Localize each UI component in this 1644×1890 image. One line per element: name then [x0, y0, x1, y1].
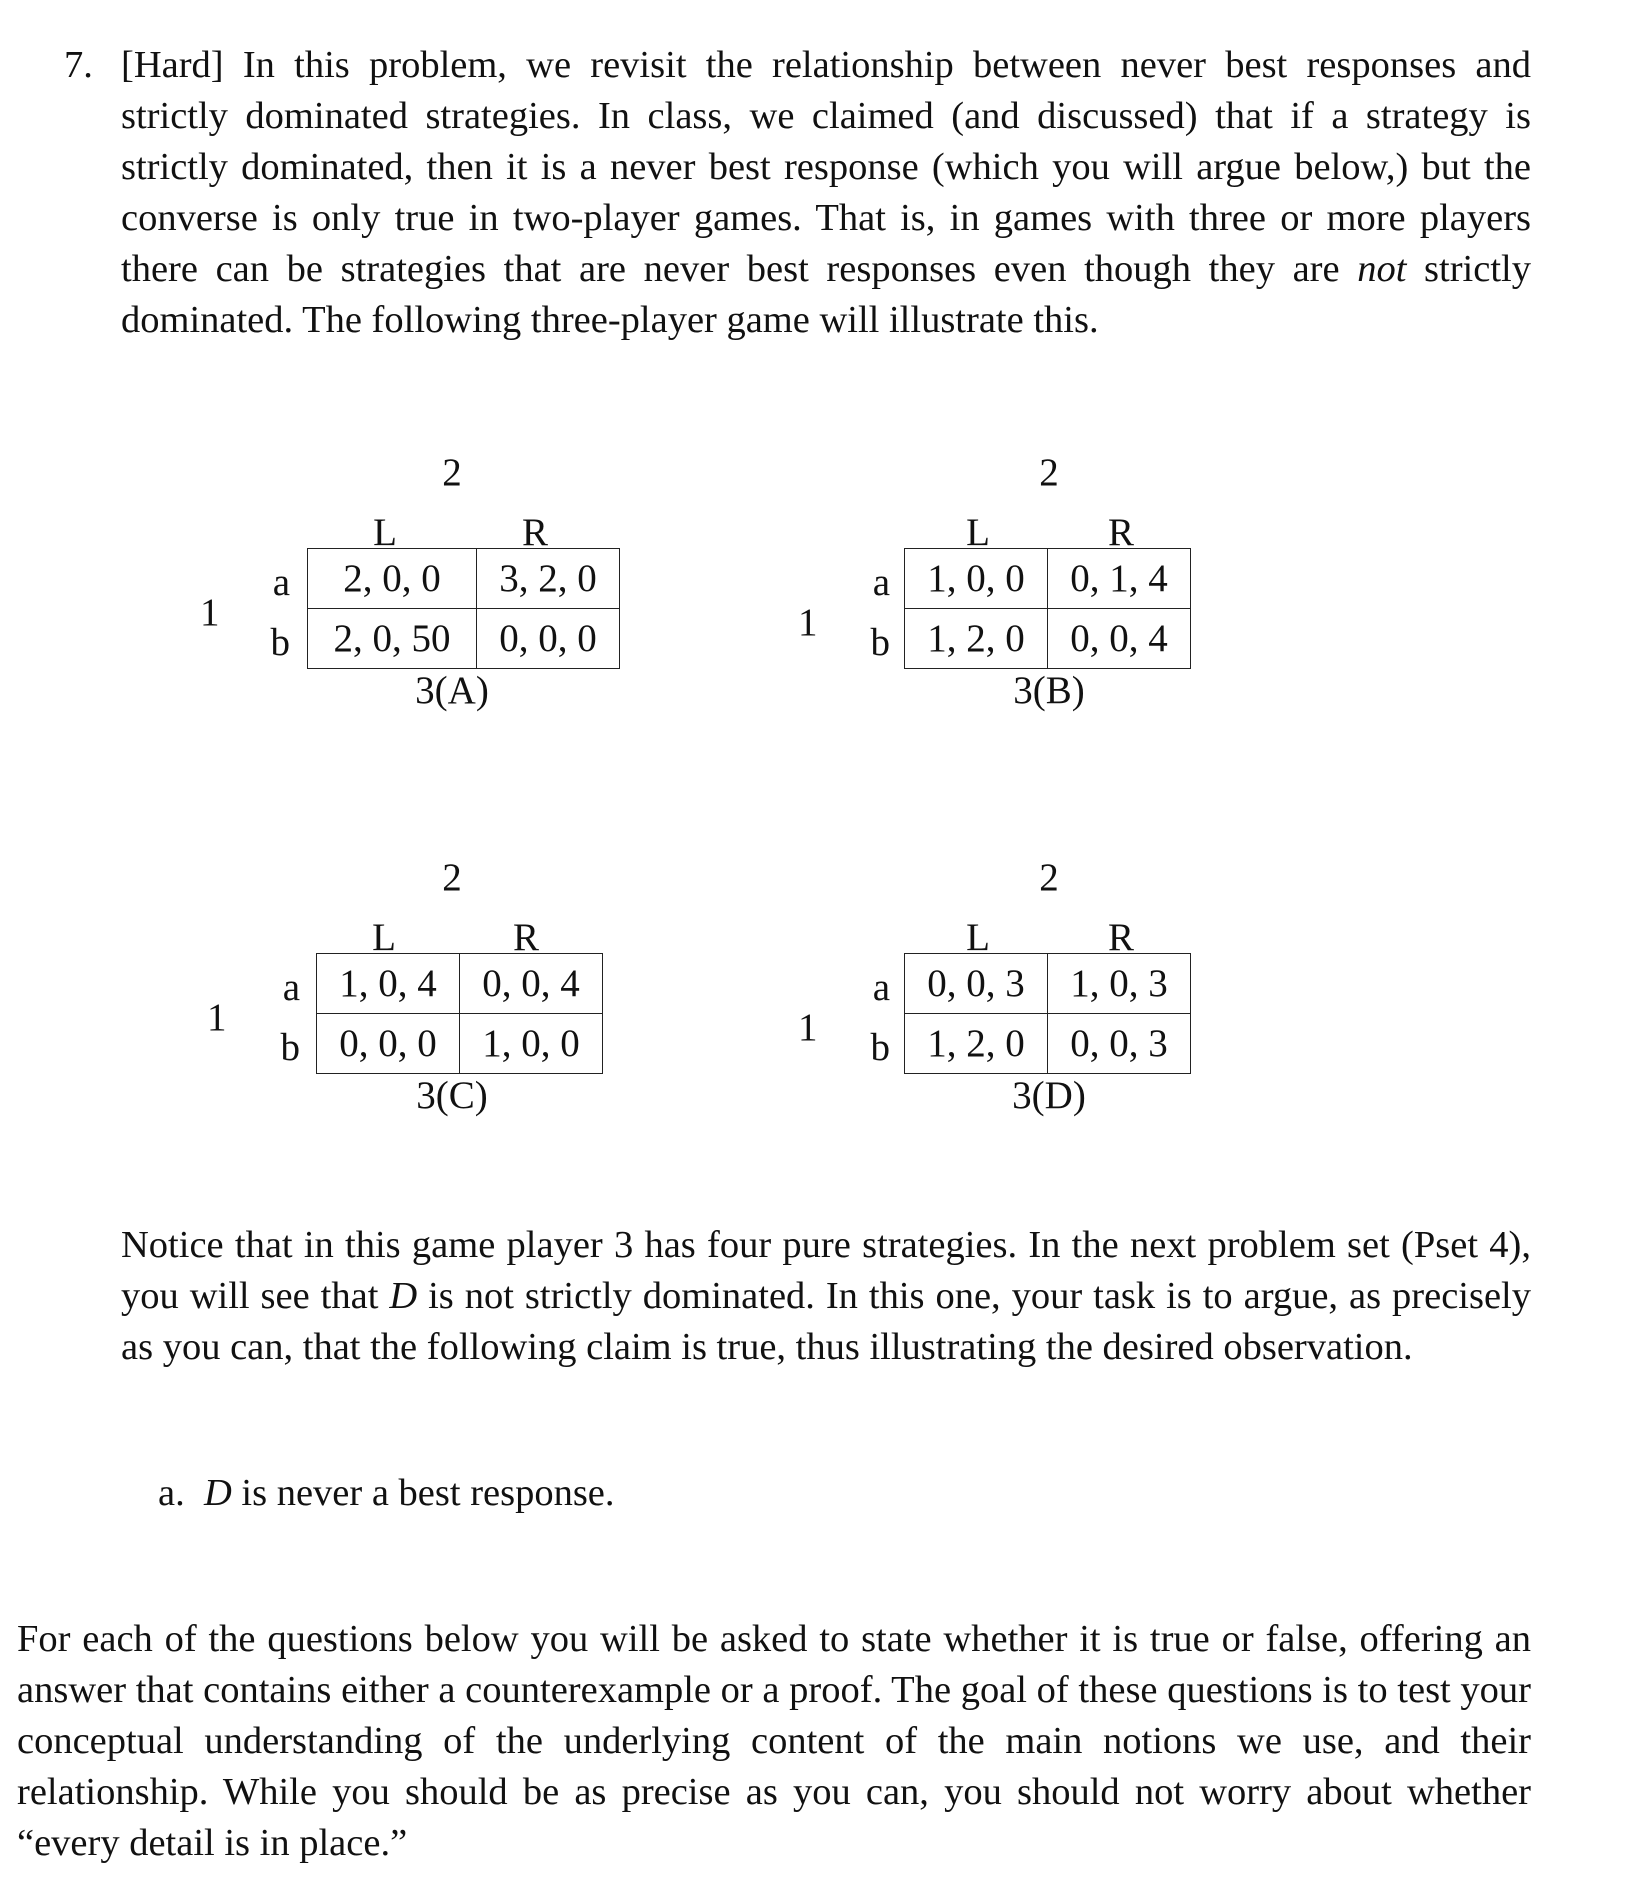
- notice-paragraph: [121, 1220, 1531, 1373]
- payoff-cell: 2, 0, 0: [308, 549, 477, 609]
- payoff-cell: 0, 0, 4: [1048, 609, 1191, 669]
- notice-text-1: Notice that in this game player 3 has four pure strategies. In the next problem set (Pset 4), you will see that: [121, 1224, 1531, 1317]
- player3-strategy-label: 3(A): [415, 669, 489, 712]
- player1-label: 1: [798, 601, 818, 644]
- row-label-a: a: [872, 966, 890, 1009]
- player3-strategy-label: 3(C): [416, 1074, 488, 1117]
- payoff-table: [316, 953, 603, 1074]
- col-label-l: L: [966, 916, 990, 959]
- payoff-cell: 0, 0, 4: [460, 954, 603, 1014]
- col-label-l: L: [372, 916, 396, 959]
- row-label-b: b: [870, 621, 890, 664]
- col-label-r: R: [521, 511, 548, 554]
- intro-emphasis: not: [1357, 248, 1407, 290]
- player3-strategy-label: 3(D): [1012, 1074, 1086, 1117]
- claim-variable: D: [203, 1472, 232, 1514]
- row-label-a: a: [282, 966, 300, 1009]
- payoff-cell: 1, 0, 0: [905, 549, 1048, 609]
- notice-variable: D: [389, 1275, 418, 1317]
- player2-label: 2: [442, 451, 462, 494]
- payoff-cell: 0, 1, 4: [1048, 549, 1191, 609]
- payoff-cell: 1, 2, 0: [905, 609, 1048, 669]
- payoff-cell: 2, 0, 50: [308, 609, 477, 669]
- table-row: [308, 609, 620, 669]
- player2-label: 2: [442, 856, 462, 899]
- game-matrix-b: [790, 450, 1350, 750]
- table-row: [905, 549, 1191, 609]
- col-label-r: R: [1107, 511, 1134, 554]
- payoff-cell: 0, 0, 3: [1048, 1014, 1191, 1074]
- payoff-table: [904, 548, 1191, 669]
- row-label-a: a: [272, 561, 290, 604]
- game-matrix-a: [190, 450, 750, 750]
- col-label-r: R: [512, 916, 539, 959]
- table-row: [905, 1014, 1191, 1074]
- table-row: [308, 549, 620, 609]
- notice-text-2: is not strictly dominated. In this one, your task is to argue, as precisely as you can, that the following claim is true, thus illustrating the desired observation.: [121, 1275, 1531, 1368]
- player3-strategy-label: 3(B): [1013, 669, 1085, 712]
- claim-marker: a.: [158, 1472, 185, 1514]
- game-matrix-d: [790, 855, 1350, 1155]
- player1-label: 1: [207, 996, 227, 1039]
- intro-text-1: [Hard] In this problem, we revisit the relationship between never best responses and strictly dominated strategies. In class, we claimed (and discussed) that if a strategy is strictly dominated, then it is a never best response (which you will argue below,) but the converse is only true in two-player games. That is, in games with three or more players there can be strategies that are never best responses even though they are: [121, 44, 1531, 290]
- table-row: [905, 954, 1191, 1014]
- payoff-cell: 1, 0, 3: [1048, 954, 1191, 1014]
- payoff-cell: 3, 2, 0: [477, 549, 620, 609]
- row-label-a: a: [872, 561, 890, 604]
- player2-label: 2: [1039, 856, 1059, 899]
- row-label-b: b: [870, 1026, 890, 1069]
- payoff-cell: 1, 2, 0: [905, 1014, 1048, 1074]
- row-label-b: b: [280, 1026, 300, 1069]
- table-row: [317, 1014, 603, 1074]
- problem-number: 7.: [64, 44, 93, 86]
- col-label-l: L: [966, 511, 990, 554]
- player2-label: 2: [1039, 451, 1059, 494]
- table-row: [317, 954, 603, 1014]
- problem-intro: [121, 40, 1531, 346]
- payoff-cell: 1, 0, 4: [317, 954, 460, 1014]
- col-label-r: R: [1107, 916, 1134, 959]
- player1-label: 1: [200, 591, 220, 634]
- payoff-cell: 0, 0, 3: [905, 954, 1048, 1014]
- row-label-b: b: [270, 621, 290, 664]
- player1-label: 1: [798, 1006, 818, 1049]
- payoff-cell: 0, 0, 0: [317, 1014, 460, 1074]
- payoff-cell: 0, 0, 0: [477, 609, 620, 669]
- payoff-table: [307, 548, 620, 669]
- table-row: [905, 609, 1191, 669]
- game-matrix-c: [190, 855, 750, 1155]
- payoff-table: [904, 953, 1191, 1074]
- claim-text: is never a best response.: [231, 1472, 615, 1514]
- instructions-paragraph: For each of the questions below you will be asked to state whether it is true or false, offering an answer that contains either a counterexample or a proof. The goal of these questions is to test your conceptual understanding of the underlying content of the main notions we use, and their relationship. While you should be as precise as you can, you should not worry about whether “every detail is in place.”: [17, 1618, 1531, 1864]
- payoff-cell: 1, 0, 0: [460, 1014, 603, 1074]
- claim-item: [158, 1468, 615, 1519]
- col-label-l: L: [373, 511, 397, 554]
- intro-text-2: strictly dominated. The following three-player game will illustrate this.: [121, 248, 1531, 341]
